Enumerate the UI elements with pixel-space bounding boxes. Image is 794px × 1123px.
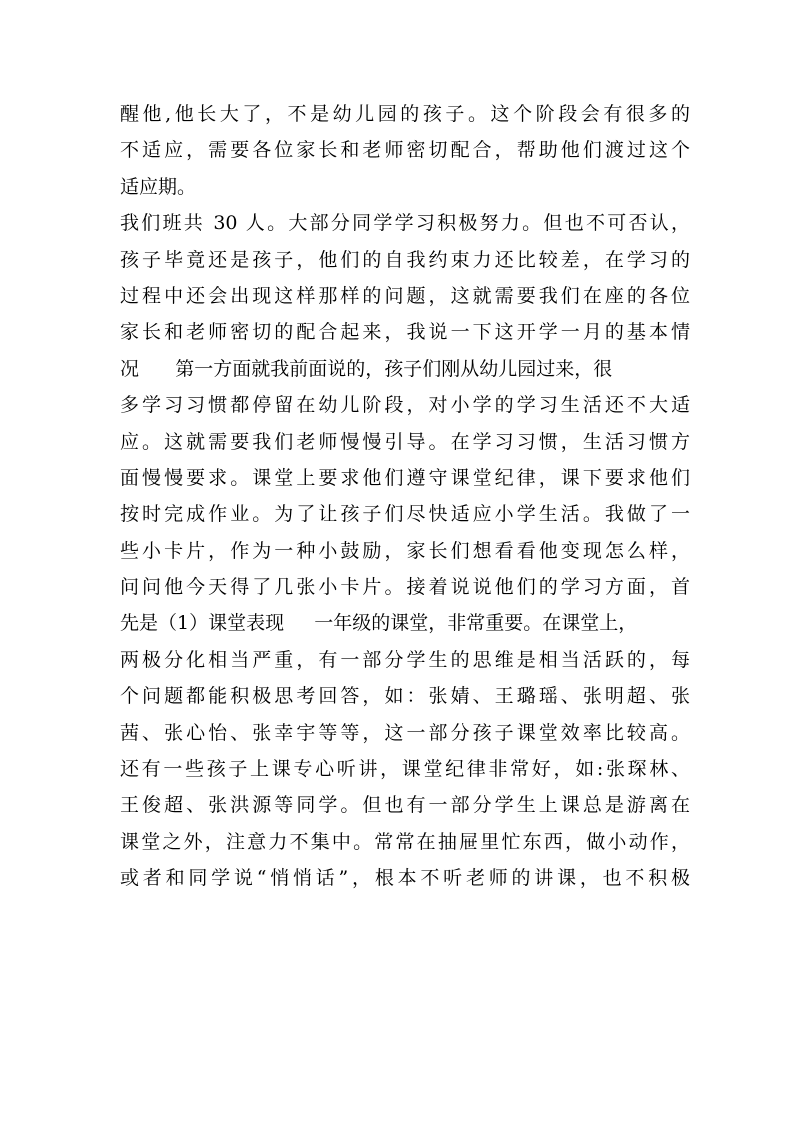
- text-line: 两极分化相当严重，有一部分学生的思维是相当活跃的，每: [120, 648, 690, 671]
- text-line: 按时完成作业。为了让孩子们尽快适应小学生活。我做了一: [120, 503, 690, 526]
- text-line: 些小卡片，作为一种小鼓励，家长们想看看他变现怎么样，: [120, 539, 690, 562]
- text-line: 茜、张心怡、张幸宇等等，这一部分孩子课堂效率比较高。: [120, 721, 690, 744]
- text-line: 问问他今天得了几张小卡片。接着说说他们的学习方面，首: [120, 576, 690, 599]
- text-line: 或者和同学说“悄悄话”，根本不听老师的讲课，也不积极: [120, 867, 690, 890]
- body-text: [120, 96, 690, 897]
- text-line: 家长和老师密切的配合起来，我说一下这开学一月的基本情: [120, 321, 690, 344]
- text-line: 况 第一方面就我前面说的，孩子们刚从幼儿园过来，很: [120, 357, 613, 380]
- text-line: 课堂之外，注意力不集中。常常在抽屉里忙东西，做小动作，: [120, 830, 690, 853]
- text-line: 面慢慢要求。课堂上要求他们遵守课堂纪律，课下要求他们: [120, 466, 690, 489]
- text-line: 先是（1）课堂表现 一年级的课堂，非常重要。在课堂上，: [120, 612, 638, 635]
- text-line: 我们班共 30 人。大部分同学学习积极努力。但也不可否认，: [120, 212, 690, 235]
- text-line: 还有一些孩子上课专心听讲，课堂纪律非常好，如:张琛林、: [120, 758, 690, 781]
- text-line: 适应期。: [120, 175, 197, 198]
- text-line: 个问题都能积极思考回答，如：张婧、王璐瑶、张明超、张: [120, 685, 690, 708]
- text-line: 孩子毕竟还是孩子，他们的自我约束力还比较差，在学习的: [120, 248, 690, 271]
- text-line: 醒他,他长大了，不是幼儿园的孩子。这个阶段会有很多的: [120, 103, 690, 125]
- text-line: 过程中还会出现这样那样的问题，这就需要我们在座的各位: [120, 284, 690, 307]
- text-line: 多学习习惯都停留在幼儿阶段，对小学的学习生活还不大适: [120, 394, 690, 417]
- text-line: 应。这就需要我们老师慢慢引导。在学习习惯，生活习惯方: [120, 430, 690, 453]
- text-line: 王俊超、张洪源等同学。但也有一部分学生上课总是游离在: [120, 794, 690, 817]
- text-line: 不适应，需要各位家长和老师密切配合，帮助他们渡过这个: [120, 139, 690, 162]
